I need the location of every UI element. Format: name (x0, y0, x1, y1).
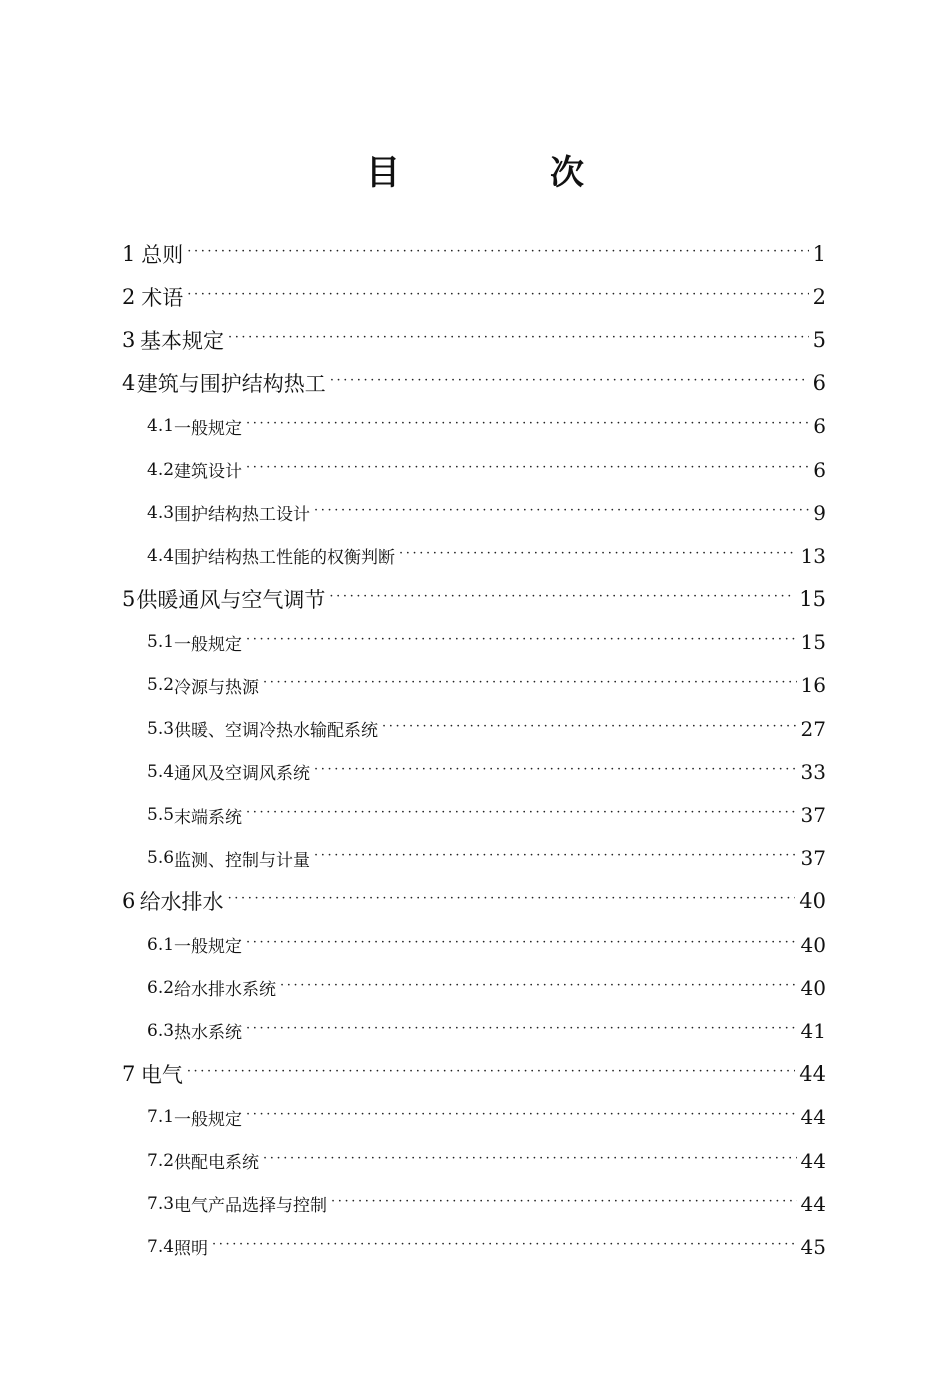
toc-entry-number: 1 (122, 241, 136, 266)
toc-entry-page-number: 44 (799, 1062, 826, 1087)
toc-entry-number: 6.3 (147, 1020, 175, 1041)
toc-entry-title: 一般规定 (174, 937, 243, 958)
toc-entry-number: 5.4 (147, 761, 175, 782)
toc-section-entry[interactable] (0, 448, 950, 491)
page-title: 目 次 (366, 153, 642, 193)
toc-chapter-entry[interactable] (0, 1053, 950, 1096)
toc-entry-number: 4.1 (147, 416, 175, 437)
toc-entry-page-number: 45 (800, 1234, 826, 1259)
toc-entry-title: 围护结构热工性能的权衡判断 (174, 548, 396, 569)
toc-chapter-entry[interactable] (0, 578, 950, 621)
toc-entry-title: 一般规定 (174, 1109, 243, 1130)
toc-entry-title: 一般规定 (174, 418, 243, 439)
dot-leader (246, 1021, 797, 1045)
dot-leader (280, 978, 797, 1002)
toc-entry-page-number: 6 (813, 457, 826, 482)
toc-section-entry[interactable] (0, 1009, 950, 1052)
toc-entry-number: 7 (122, 1062, 136, 1087)
toc-section-entry[interactable] (0, 534, 950, 577)
toc-chapter-entry[interactable] (0, 275, 950, 318)
dot-leader (314, 762, 797, 786)
toc-entry-number: 7.3 (147, 1193, 175, 1214)
toc-section-entry[interactable] (0, 491, 950, 534)
toc-entry-page-number: 40 (799, 889, 826, 914)
toc-entry-number: 3 (122, 327, 136, 352)
toc-entry-page-number: 5 (812, 327, 826, 352)
dot-leader (212, 1237, 797, 1261)
dot-leader (331, 1194, 797, 1218)
toc-section-entry[interactable] (0, 750, 950, 793)
toc-entry-number: 6.2 (147, 977, 175, 998)
dot-leader (246, 805, 797, 829)
toc-entry-page-number: 6 (812, 371, 826, 396)
table-of-contents (0, 232, 950, 1269)
toc-chapter-entry[interactable] (0, 318, 950, 361)
toc-entry-title: 末端系统 (174, 807, 243, 828)
toc-entry-number: 7.4 (147, 1236, 175, 1257)
toc-entry-number: 5.3 (147, 718, 175, 739)
toc-section-entry[interactable] (0, 621, 950, 664)
toc-section-entry[interactable] (0, 405, 950, 448)
dot-leader (314, 503, 809, 527)
toc-section-entry[interactable] (0, 923, 950, 966)
dot-leader (263, 1151, 797, 1175)
toc-entry-title: 术语 (141, 285, 184, 310)
toc-entry-title: 热水系统 (174, 1023, 243, 1044)
toc-entry-page-number: 1 (812, 241, 826, 266)
toc-entry-page-number: 37 (800, 846, 826, 871)
toc-section-entry[interactable] (0, 1139, 950, 1182)
toc-section-entry[interactable] (0, 1096, 950, 1139)
toc-entry-number: 4.4 (147, 545, 175, 566)
toc-entry-title: 建筑设计 (174, 462, 243, 483)
toc-entry-page-number: 13 (800, 543, 826, 568)
dot-leader (329, 589, 795, 613)
toc-entry-number: 5.2 (147, 675, 175, 696)
toc-entry-page-number: 15 (800, 630, 826, 655)
toc-entry-number: 5 (122, 587, 136, 612)
toc-entry-page-number: 44 (800, 1105, 826, 1130)
toc-entry-page-number: 16 (800, 673, 826, 698)
toc-entry-number: 5.5 (147, 805, 175, 826)
toc-entry-title: 冷源与热源 (174, 677, 260, 698)
toc-section-entry[interactable] (0, 1225, 950, 1268)
toc-chapter-entry[interactable] (0, 880, 950, 923)
toc-entry-number: 6.1 (147, 934, 175, 955)
dot-leader (246, 632, 797, 656)
toc-entry-title: 总则 (141, 242, 184, 267)
dot-leader (246, 416, 809, 440)
toc-entry-title: 供暖、空调冷热水输配系统 (174, 721, 379, 742)
toc-entry-number: 6 (122, 889, 136, 914)
dot-leader (187, 287, 808, 311)
toc-entry-page-number: 6 (813, 414, 826, 439)
dot-leader (263, 675, 797, 699)
toc-entry-title: 电气 (140, 1063, 183, 1088)
toc-entry-title: 基本规定 (139, 328, 224, 353)
dot-leader (228, 891, 796, 915)
toc-chapter-entry[interactable] (0, 362, 950, 405)
toc-entry-title: 给水排水系统 (174, 980, 277, 1001)
toc-entry-page-number: 41 (800, 1018, 826, 1043)
toc-entry-page-number: 27 (800, 716, 826, 741)
dot-leader (399, 546, 797, 570)
toc-entry-title: 围护结构热工设计 (174, 505, 311, 526)
dot-leader (330, 373, 809, 397)
toc-section-entry[interactable] (0, 707, 950, 750)
toc-entry-page-number: 40 (800, 932, 826, 957)
toc-entry-page-number: 9 (813, 500, 826, 525)
toc-entry-title: 供暖通风与空气调节 (136, 588, 326, 613)
toc-entry-number: 4.3 (147, 502, 175, 523)
toc-entry-page-number: 33 (800, 759, 826, 784)
dot-leader (187, 1064, 795, 1088)
toc-entry-title: 给水排水 (139, 890, 224, 915)
toc-entry-title: 通风及空调风系统 (174, 764, 311, 785)
toc-entry-number: 2 (122, 284, 136, 309)
toc-entry-title: 一般规定 (174, 634, 243, 655)
toc-entry-number: 5.6 (147, 848, 175, 869)
toc-entry-number: 7.1 (147, 1107, 175, 1128)
toc-section-entry[interactable] (0, 966, 950, 1009)
dot-leader (246, 1107, 797, 1131)
toc-entry-title: 供配电系统 (174, 1153, 260, 1174)
toc-entry-page-number: 40 (800, 975, 826, 1000)
toc-entry-title: 建筑与围护结构热工 (136, 372, 326, 397)
toc-entry-page-number: 15 (799, 587, 826, 612)
toc-chapter-entry[interactable] (0, 232, 950, 275)
toc-section-entry[interactable] (0, 664, 950, 707)
dot-leader (314, 848, 797, 872)
toc-entry-page-number: 44 (800, 1191, 826, 1216)
toc-entry-title: 监测、控制与计量 (174, 850, 311, 871)
toc-section-entry[interactable] (0, 837, 950, 880)
toc-section-entry[interactable] (0, 793, 950, 836)
toc-entry-number: 7.2 (147, 1150, 175, 1171)
toc-entry-number: 5.1 (147, 632, 175, 653)
toc-entry-page-number: 2 (812, 284, 826, 309)
toc-entry-number: 4 (122, 371, 136, 396)
toc-entry-title: 照明 (174, 1239, 209, 1260)
dot-leader (382, 719, 797, 743)
dot-leader (246, 935, 797, 959)
toc-section-entry[interactable] (0, 1182, 950, 1225)
toc-entry-number: 4.2 (147, 459, 175, 480)
dot-leader (246, 460, 809, 484)
toc-entry-page-number: 37 (800, 803, 826, 828)
dot-leader (187, 244, 808, 268)
dot-leader (228, 330, 809, 354)
toc-entry-page-number: 44 (800, 1148, 826, 1173)
toc-entry-title: 电气产品选择与控制 (174, 1196, 328, 1217)
